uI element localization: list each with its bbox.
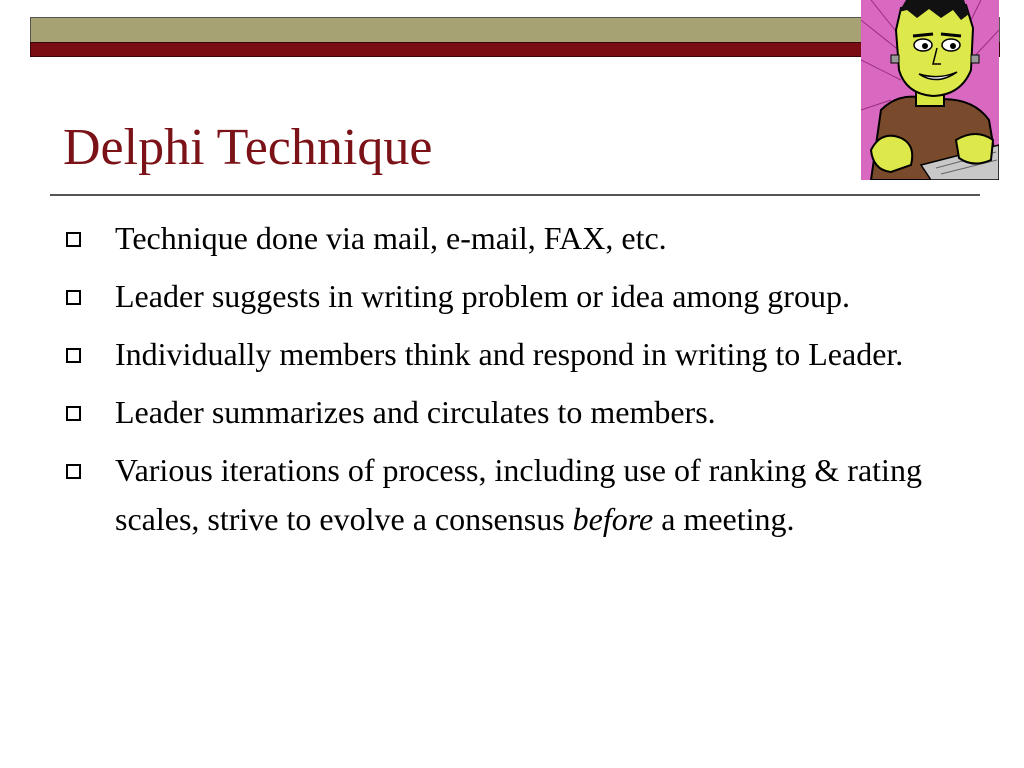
bullet-text: Individually members think and respond in writing to Leader. [115, 336, 904, 372]
title-divider [50, 194, 980, 196]
square-bullet-icon [66, 290, 81, 305]
square-bullet-icon [66, 406, 81, 421]
bullet-text [115, 452, 922, 537]
bullet-text: Leader suggests in writing problem or idea among group. [115, 278, 850, 314]
bullet-list [66, 214, 966, 553]
bullet-item [66, 214, 966, 263]
bullet-text-after: a meeting. [653, 501, 795, 537]
square-bullet-icon [66, 232, 81, 247]
bullet-item [66, 272, 966, 321]
bullet-text-emphasis: before [572, 501, 654, 537]
bullet-text: Technique done via mail, e-mail, FAX, etc. [115, 220, 667, 256]
header-band-olive [30, 17, 1000, 43]
header-band-red [30, 42, 1000, 57]
cartoon-monster-typing-icon [861, 0, 999, 180]
bullet-item [66, 330, 966, 379]
bullet-text-before: Various iterations of process, including use of ranking & rating scales, strive to evolve a consensus [115, 452, 922, 537]
bullet-item [66, 388, 966, 437]
square-bullet-icon [66, 348, 81, 363]
bullet-text: Leader summarizes and circulates to members. [115, 394, 716, 430]
slide-title: Delphi Technique [63, 119, 433, 176]
illustration-svg [861, 0, 999, 180]
square-bullet-icon [66, 464, 81, 479]
bullet-item [66, 446, 966, 544]
